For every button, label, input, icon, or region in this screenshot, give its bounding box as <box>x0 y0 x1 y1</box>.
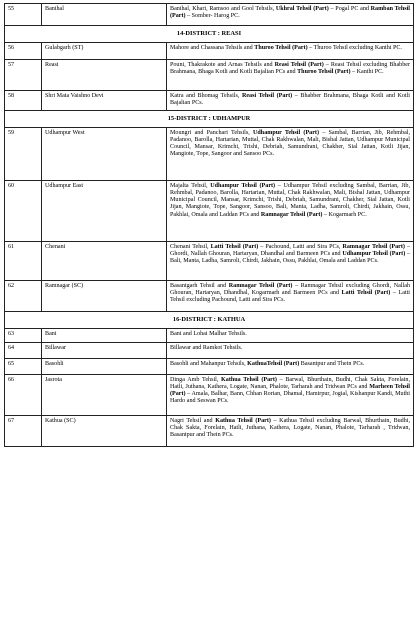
constituency-name: Kathua (SC) <box>42 415 167 446</box>
constituency-name: Udhampur West <box>42 127 167 180</box>
constituency-extent <box>167 342 414 358</box>
table-body <box>5 4 414 447</box>
extent-text: Billawar and Ramkot Tehsils. <box>170 344 243 351</box>
extent-text: – Ghordi, Nallah Ghouran, Hartaryan, Dhandhal and Barmeen PCs and <box>170 243 410 257</box>
district-heading-row <box>5 311 414 328</box>
constituency-name: Jasrota <box>42 374 167 415</box>
extent-text: – Udhampur Tehsil excluding Sambal, Barrian, Jib, Rehmbal, Padanoo, Barolla, Hartarian, Muttal, Chak Rakhwalan, Mali, Bishal Jattan, Udhampur Municipal Council, Mansar, Krimchi, Trishi, Debriah, Samundrani, Chakher, Sial Jattan, Kotli Jijan, Mangiote, Tope, Sangoor, Sansoo, Bali, Manta, Ladha, Samroli, Chirdi, Jakhain, Ossu, Pakhlai, Omala and Laddan PCs and <box>170 182 410 218</box>
extent-text: Bani and Lohai Malhar Tehsils. <box>170 330 247 337</box>
constituency-number: 59 <box>5 127 42 180</box>
constituency-extent <box>167 60 414 91</box>
tehsil-part-label: Ramban Tehsil (Part) <box>170 6 410 20</box>
extent-text: Basohli and Mahanpur Tehsils, <box>170 360 248 367</box>
tehsil-part-label: Udhampur Tehsil (Part) <box>253 129 319 136</box>
table-row <box>5 241 414 280</box>
extent-text: Nagri Tehsil and <box>170 417 216 424</box>
extent-text: Basantpur and Thein PCs. <box>299 360 365 367</box>
constituency-extent <box>167 241 414 280</box>
district-heading: 14-DISTRICT : REASI <box>5 26 414 43</box>
tehsil-part-label: KathuaTehsil (Part) <box>247 360 300 367</box>
tehsil-part-label: Kathua Tehsil (Part) <box>221 376 277 383</box>
extent-text: Banihal, Khari, Ramsoo and Gool Tehsils, <box>170 6 276 12</box>
constituency-name: Chenani <box>42 241 167 280</box>
tehsil-part-label: Reasi Tehsil (Part) <box>241 93 293 99</box>
extent-text: Chenani Tehsil, <box>170 243 211 250</box>
constituency-number: 64 <box>5 342 42 358</box>
table-row <box>5 415 414 446</box>
tehsil-part-label: Udhampur Tehsil (Part) <box>342 250 406 257</box>
extent-text: – Amala, Balhar, Bann, Chhan Rorian, Dhamal, Hamirpur, Jogial, Kishanpur Kandi, Muthi Hardo and Seswan PCs. <box>170 391 410 405</box>
extent-text: – Kogarmarh PC. <box>322 211 367 218</box>
extent-text: – Thuroo Tehsil excluding Kanthi PC. <box>307 45 402 51</box>
constituency-extent <box>167 280 414 311</box>
constituency-number: 60 <box>5 180 42 241</box>
constituency-number: 56 <box>5 43 42 60</box>
extent-text: Moungri and Panchari Tehsils, <box>170 129 254 136</box>
constituency-extent <box>167 43 414 60</box>
extent-text: – Pogal PC and <box>328 6 371 12</box>
district-heading: 16-DISTRICT : KATHUA <box>5 311 414 328</box>
district-heading: 15-DISTRICT : UDHAMPUR <box>5 110 414 127</box>
constituency-name: Ramnagar (SC) <box>42 280 167 311</box>
constituency-name: Shri Mata Vaishno Devi <box>42 91 167 111</box>
constituency-number: 62 <box>5 280 42 311</box>
constituency-extent <box>167 91 414 111</box>
extent-text: – Barwal, Bhurthain, Budhi, Chak Sakta, Forelain, Hatli, Juthana, Kathera, Logate, Nanan, Phalote, Tarharah and Tridwan PCs and <box>170 376 410 390</box>
extent-text: – Reasi Tehsil excluding Bhabber Brahmana, Bhaga Kotli and Kotli Bajalian PCs and <box>170 62 410 76</box>
extent-text: – Bhabber Brahmana, Bhaga Kotli and Kotli Bajalian PCs. <box>170 93 410 107</box>
tehsil-part-label: Thuroo Tehsil (Part) <box>254 45 308 51</box>
tehsil-part-label: Ramnagar Tehsil (Part) <box>260 211 323 218</box>
constituency-number: 55 <box>5 4 42 26</box>
constituency-name: Basohli <box>42 358 167 374</box>
table-row <box>5 60 414 91</box>
extent-text: – Latti Tehsil excluding Pachound, Latti and Sira PCs. <box>170 289 410 304</box>
constituency-extent <box>167 180 414 241</box>
table-row <box>5 91 414 111</box>
tehsil-part-label: Latti Tehsil (Part) <box>341 289 391 296</box>
tehsil-part-label: Udhampur Tehsil (Part) <box>210 182 276 189</box>
constituency-name: Gulabgarh (ST) <box>42 43 167 60</box>
extent-text: Majalta Tehsil, <box>170 182 211 189</box>
constituency-extent <box>167 374 414 415</box>
extent-text: – Kanthi PC. <box>350 69 384 76</box>
extent-text: Mahore and Chassana Tehsils and <box>170 45 255 51</box>
constituency-number: 57 <box>5 60 42 91</box>
table-row <box>5 374 414 415</box>
extent-text: Katra and Bhomag Tehsils, <box>170 93 242 99</box>
table-row <box>5 342 414 358</box>
constituency-name: Billawar <box>42 342 167 358</box>
extent-text: Basantgarh Tehsil and <box>170 282 229 289</box>
constituency-extent <box>167 127 414 180</box>
constituency-number: 63 <box>5 328 42 342</box>
extent-text: – Pachound, Latti and Sira PCs, <box>258 243 343 250</box>
extent-text: Pouni, Thakrakote and Arnas Tehsils and <box>170 62 275 68</box>
tehsil-part-label: Reasi Tehsil (Part) <box>274 62 324 68</box>
tehsil-part-label: Kathua Tehsil (Part) <box>215 417 271 424</box>
constituency-number: 67 <box>5 415 42 446</box>
tehsil-part-label: Ramnagar Tehsil (Part) <box>342 243 405 250</box>
district-heading-row <box>5 110 414 127</box>
constituency-table <box>4 3 414 447</box>
table-row <box>5 43 414 60</box>
constituency-number: 66 <box>5 374 42 415</box>
tehsil-part-label: Marheen Tehsil (Part) <box>170 383 410 398</box>
table-row <box>5 358 414 374</box>
tehsil-part-label: Ukhral Tehsil (Part) <box>275 6 329 12</box>
extent-text: – Kathua Tehsil excluding Barwal, Bhurthain, Budhi, Chak Sakta, Forelain, Hatli, Juthana, Kathera, Logate, Nanan, Phalote, Tarharah , Tridwan, Basantpur and Thein PCs. <box>170 417 410 439</box>
constituency-number: 58 <box>5 91 42 111</box>
constituency-number: 61 <box>5 241 42 280</box>
constituency-extent <box>167 4 414 26</box>
extent-text: Dinga Amb Tehsil, <box>170 376 222 383</box>
constituency-name: Reasi <box>42 60 167 91</box>
district-heading-row <box>5 26 414 43</box>
extent-text: – Somber- Harog PC. <box>185 13 240 20</box>
table-row <box>5 280 414 311</box>
extent-text: – Bali, Manta, Ladha, Samroli, Chirdi, Jakhain, Ossu, Pakhlai, Omala and Laddan PCs. <box>170 250 410 265</box>
extent-text: – Sambal, Barrian, Jib, Rehmbal, Padanoo, Barolla, Hartarian, Muttal, Chak Rakhwalan, Mali, Bishal Jattan, Udhampur Municipal Council, Mansar, Krimchi, Trishi, Debriah, Samundrani, Chakher, Sial Jattan, Kotli Jijan, Mangiote, Tope, Sangoor and Sansoo PCs. <box>170 129 410 158</box>
constituency-name: Bani <box>42 328 167 342</box>
tehsil-part-label: Latti Tehsil (Part) <box>210 243 259 250</box>
table-row <box>5 127 414 180</box>
constituency-extent <box>167 358 414 374</box>
constituency-extent <box>167 415 414 446</box>
constituency-name: Banihal <box>42 4 167 26</box>
extent-text: – Ramnagar Tehsil excluding Ghordi, Nallah Ghouran, Hartaryan, Dhandhal, Kogarmarh and Barmeen PCs and <box>170 282 410 296</box>
tehsil-part-label: Ramnagar Tehsil (Part) <box>228 282 293 289</box>
tehsil-part-label: Thuroo Tehsil (Part) <box>297 69 351 76</box>
constituency-extent <box>167 328 414 342</box>
constituency-name: Udhampur East <box>42 180 167 241</box>
table-row <box>5 4 414 26</box>
table-row <box>5 328 414 342</box>
table-row <box>5 180 414 241</box>
constituency-number: 65 <box>5 358 42 374</box>
